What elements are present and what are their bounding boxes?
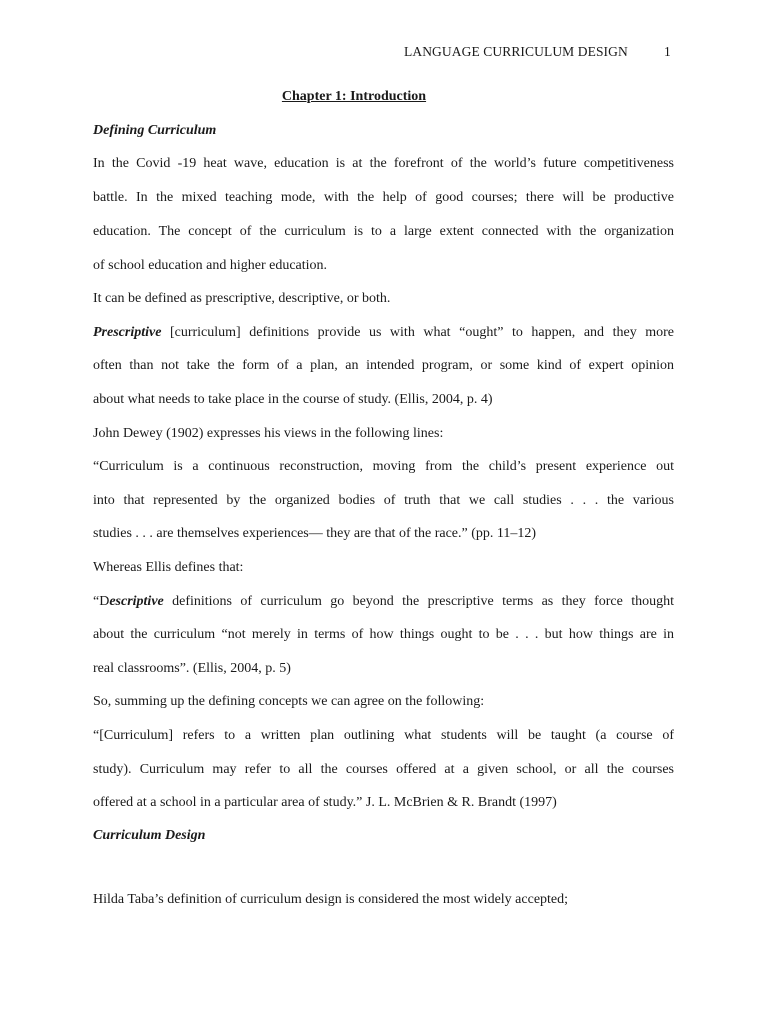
chapter-title: Chapter 1: Introduction — [281, 89, 427, 104]
paragraph-line — [93, 593, 674, 611]
page-number: 1 — [664, 44, 671, 59]
paragraph-line: about the curriculum “not merely in terms of how things ought to be . . . but how things are in — [93, 627, 674, 642]
paragraph-line: John Dewey (1902) expresses his views in the following lines: — [93, 426, 444, 441]
paragraph-line: battle. In the mixed teaching mode, with the help of good courses; there will be productive — [93, 190, 674, 205]
paragraph-text: [curriculum] definitions provide us with what “ought” to happen, and they more — [161, 325, 674, 340]
paragraph-line: Whereas Ellis defines that: — [93, 560, 244, 575]
paragraph-line: of school education and higher education. — [93, 258, 328, 273]
paragraph-line: about what needs to take place in the course of study. (Ellis, 2004, p. 4) — [93, 392, 493, 407]
paragraph-line: studies . . . are themselves experiences— they are that of the race.” (pp. 11–12) — [93, 526, 537, 541]
paragraph-line: offered at a school in a particular area of study.” J. L. McBrien & R. Brandt (1997) — [93, 795, 557, 810]
paragraph-line: “Curriculum is a continuous reconstruction, moving from the child’s present experience out — [93, 459, 674, 474]
section-heading-curriculum-design: Curriculum Design — [93, 828, 206, 843]
paragraph-line: It can be defined as prescriptive, descriptive, or both. — [93, 291, 391, 306]
paragraph-line: education. The concept of the curriculum is to a large extent connected with the organization — [93, 224, 674, 239]
paragraph-line: So, summing up the defining concepts we can agree on the following: — [93, 694, 485, 709]
emphasis-term: Prescriptive — [93, 325, 162, 340]
paragraph-line: Hilda Taba’s definition of curriculum design is considered the most widely accepted; — [93, 892, 569, 907]
paragraph-line — [93, 324, 674, 342]
paragraph-line: into that represented by the organized bodies of truth that we call studies . . . the various — [93, 493, 674, 508]
section-heading-defining-curriculum: Defining Curriculum — [93, 123, 217, 138]
quote-open: “D — [93, 594, 110, 609]
emphasis-term: escriptive — [109, 594, 164, 609]
paragraph-line: “[Curriculum] refers to a written plan outlining what students will be taught (a course of — [93, 728, 674, 743]
paragraph-line: study). Curriculum may refer to all the courses offered at a given school, or all the courses — [93, 762, 674, 777]
paragraph-line: often than not take the form of a plan, an intended program, or some kind of expert opinion — [93, 358, 674, 373]
paragraph-line: In the Covid -19 heat wave, education is at the forefront of the world’s future competitiveness — [93, 156, 674, 171]
running-head: LANGUAGE CURRICULUM DESIGN — [404, 44, 628, 59]
paragraph-line: real classrooms”. (Ellis, 2004, p. 5) — [93, 661, 291, 676]
paragraph-text: definitions of curriculum go beyond the prescriptive terms as they force thought — [163, 594, 674, 609]
